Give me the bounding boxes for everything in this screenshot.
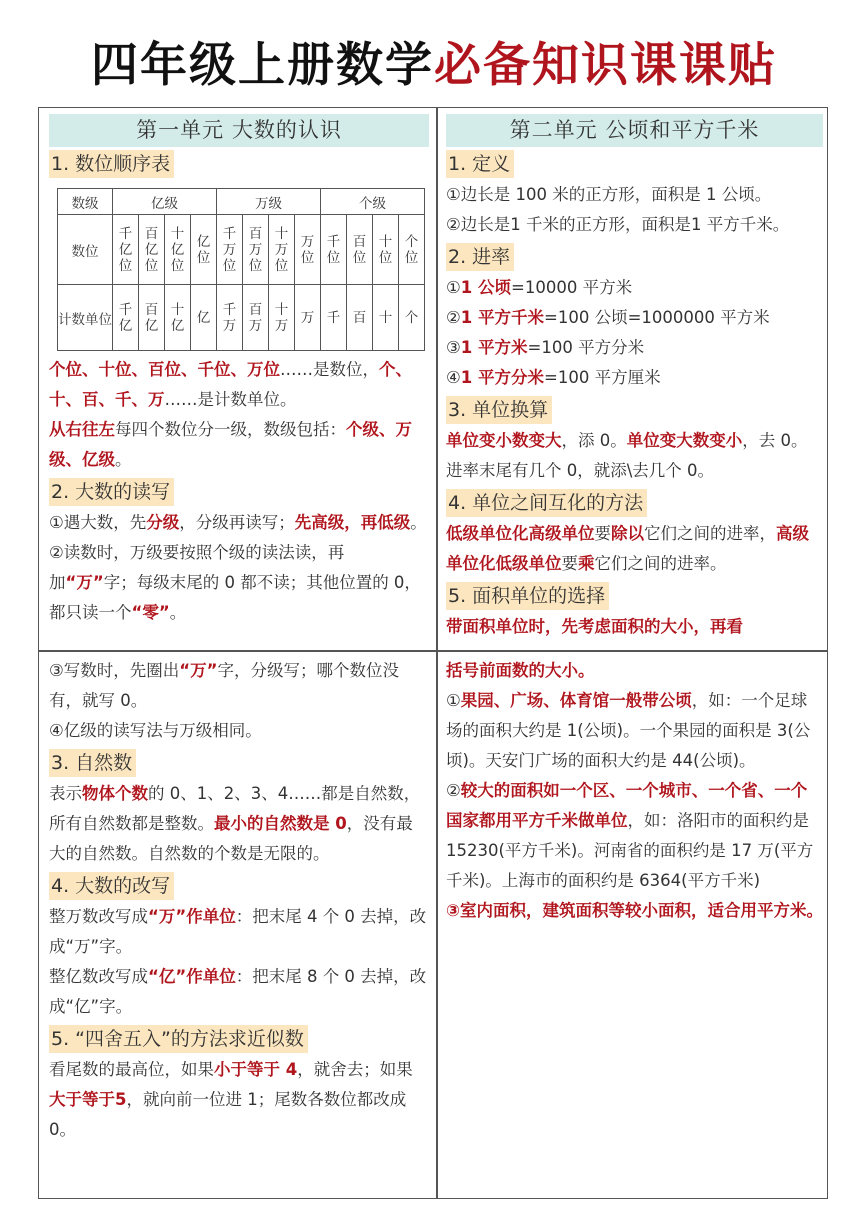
- level-wan: 万级: [217, 189, 321, 215]
- section-conversion-method: 4. 单位之间互化的方法: [446, 489, 647, 517]
- section-read-write: 2. 大数的读写: [49, 478, 174, 506]
- para-read-write-2: ②读数时，万级要按照个级的读法读，再加“万”字；每级末尾的 0 都不读；其他位置的 0，都只读一个“零”。: [49, 543, 421, 622]
- unit2-heading: 第二单元 公顷和平方千米: [446, 114, 823, 147]
- para-hectare-examples: ①果园、广场、体育馆一般带公顷，如：一个足球场的面积大约是 1(公顷)。一个果园的面积是 3(公顷)。天安门广场的面积大约是 44(公顷)。: [446, 691, 811, 770]
- unit-cell: 十: [373, 285, 399, 351]
- para-sqm-examples: ③室内面积，建筑面积等较小面积，适合用平方米。: [446, 901, 823, 920]
- unit-cell: 千亿: [113, 285, 139, 351]
- para-definition-1: ①边长是 100 米的正方形，面积是 1 公顷。: [446, 185, 772, 204]
- para-area-choice-1: 带面积单位时，先考虑面积的大小，再看: [446, 617, 743, 636]
- unit1-bottom-cell: [49, 656, 429, 1145]
- level-yi: 亿级: [113, 189, 217, 215]
- para-rewrite-yi: 整亿数改写成“亿”作单位：把末尾 8 个 0 去掉，改成“亿”字。: [49, 967, 427, 1016]
- place-cell: 千位: [321, 215, 347, 285]
- section-rounding: 5. “四舍五入”的方法求近似数: [49, 1025, 308, 1053]
- table-label-level: 数级: [58, 189, 113, 215]
- rate-line-4: ④1 平方分米=100 平方厘米: [446, 368, 661, 387]
- section-unit-conversion: 3. 单位换算: [446, 396, 552, 424]
- place-cell: 十万位: [269, 215, 295, 285]
- para-sqkm-examples: ②较大的面积如一个区、一个城市、一个省、一个国家都用平方千米做单位，如：洛阳市的面积约是 15230(平方千米)。河南省的面积约是 17 万(平方千米)。上海市的面积约是 6364(平方千米): [446, 781, 814, 890]
- unit-cell: 个: [399, 285, 425, 351]
- place-cell: 百万位: [243, 215, 269, 285]
- row-divider: [39, 650, 827, 652]
- unit-cell: 万: [295, 285, 321, 351]
- level-ge: 个级: [321, 189, 425, 215]
- place-cell: 百亿位: [139, 215, 165, 285]
- rate-line-3: ③1 平方米=100 平方分米: [446, 338, 645, 357]
- section-place-value-table: 1. 数位顺序表: [49, 150, 174, 178]
- para-write-numbers: ③写数时，先圈出“万”字，分级写；哪个数位没有，就写 0。: [49, 661, 399, 710]
- para-yi-level: ④亿级的读写法与万级相同。: [49, 721, 262, 740]
- unit-cell: 百万: [243, 285, 269, 351]
- para-rounding: 看尾数的最高位，如果小于等于 4，就舍去；如果大于等于5，就向前一位进 1；尾数各数位都改成 0。: [49, 1060, 413, 1139]
- para-definition-2: ②边长是1 千米的正方形，面积是1 平方千米。: [446, 215, 790, 234]
- title-main: 四年级上册数学: [91, 38, 434, 93]
- place-cell: 十位: [373, 215, 399, 285]
- place-cell: 万位: [295, 215, 321, 285]
- section-natural-numbers: 3. 自然数: [49, 749, 136, 777]
- place-cell: 千亿位: [113, 215, 139, 285]
- unit2-top-cell: [446, 114, 823, 642]
- section-rewrite: 4. 大数的改写: [49, 872, 174, 900]
- table-label-unit: 计数单位: [58, 285, 113, 351]
- place-value-table: [57, 188, 425, 351]
- para-unit-conversion: 单位变小数变大，添 0。单位变大数变小，去 0。进率末尾有几个 0，就添\去几个 0。: [446, 431, 808, 480]
- para-rewrite-wan: 整万数改写成“万”作单位：把末尾 4 个 0 去掉，改成“万”字。: [49, 907, 427, 956]
- unit2-bottom-cell: [446, 656, 823, 926]
- content-grid: [38, 107, 828, 1199]
- place-cell: 亿位: [191, 215, 217, 285]
- section-conversion-rate: 2. 进率: [446, 243, 514, 271]
- table-label-place: 数位: [58, 215, 113, 285]
- rate-line-2: ②1 平方千米=100 公顷=1000000 平方米: [446, 308, 770, 327]
- para-place-names: 个位、十位、百位、千位、万位……是数位，个、十、百、千、万……是计数单位。: [49, 360, 412, 409]
- place-cell: 千万位: [217, 215, 243, 285]
- place-cell: 个位: [399, 215, 425, 285]
- unit-cell: 亿: [191, 285, 217, 351]
- unit1-heading: 第一单元 大数的认识: [49, 114, 429, 147]
- section-area-unit-choice: 5. 面积单位的选择: [446, 582, 609, 610]
- unit-cell: 十亿: [165, 285, 191, 351]
- para-read-write-1: ①遇大数，先分级，分级再读写；先高级，再低级。: [49, 513, 427, 532]
- para-levels: 从右往左每四个数位分一级，数级包括：个级、万级、亿级。: [49, 420, 412, 469]
- para-conversion-method: 低级单位化高级单位要除以它们之间的进率，高级单位化低级单位要乘它们之间的进率。: [446, 524, 809, 573]
- column-divider: [436, 108, 438, 1198]
- place-cell: 百位: [347, 215, 373, 285]
- unit-cell: 百亿: [139, 285, 165, 351]
- unit-cell: 百: [347, 285, 373, 351]
- title-highlight: 必备知识课课贴: [434, 38, 777, 93]
- unit1-top-cell: [49, 114, 429, 628]
- para-natural-numbers: 表示物体个数的 0、1、2、3、4……都是自然数，所有自然数都是整数。最小的自然数是 0，没有最大的自然数。自然数的个数是无限的。: [49, 784, 421, 863]
- page-title: [0, 28, 868, 95]
- unit-cell: 十万: [269, 285, 295, 351]
- para-area-choice-2: 括号前面数的大小。: [446, 661, 595, 680]
- unit-cell: 千万: [217, 285, 243, 351]
- place-cell: 十亿位: [165, 215, 191, 285]
- rate-line-1: ①1 公顷=10000 平方米: [446, 278, 633, 297]
- section-definition: 1. 定义: [446, 150, 514, 178]
- unit-cell: 千: [321, 285, 347, 351]
